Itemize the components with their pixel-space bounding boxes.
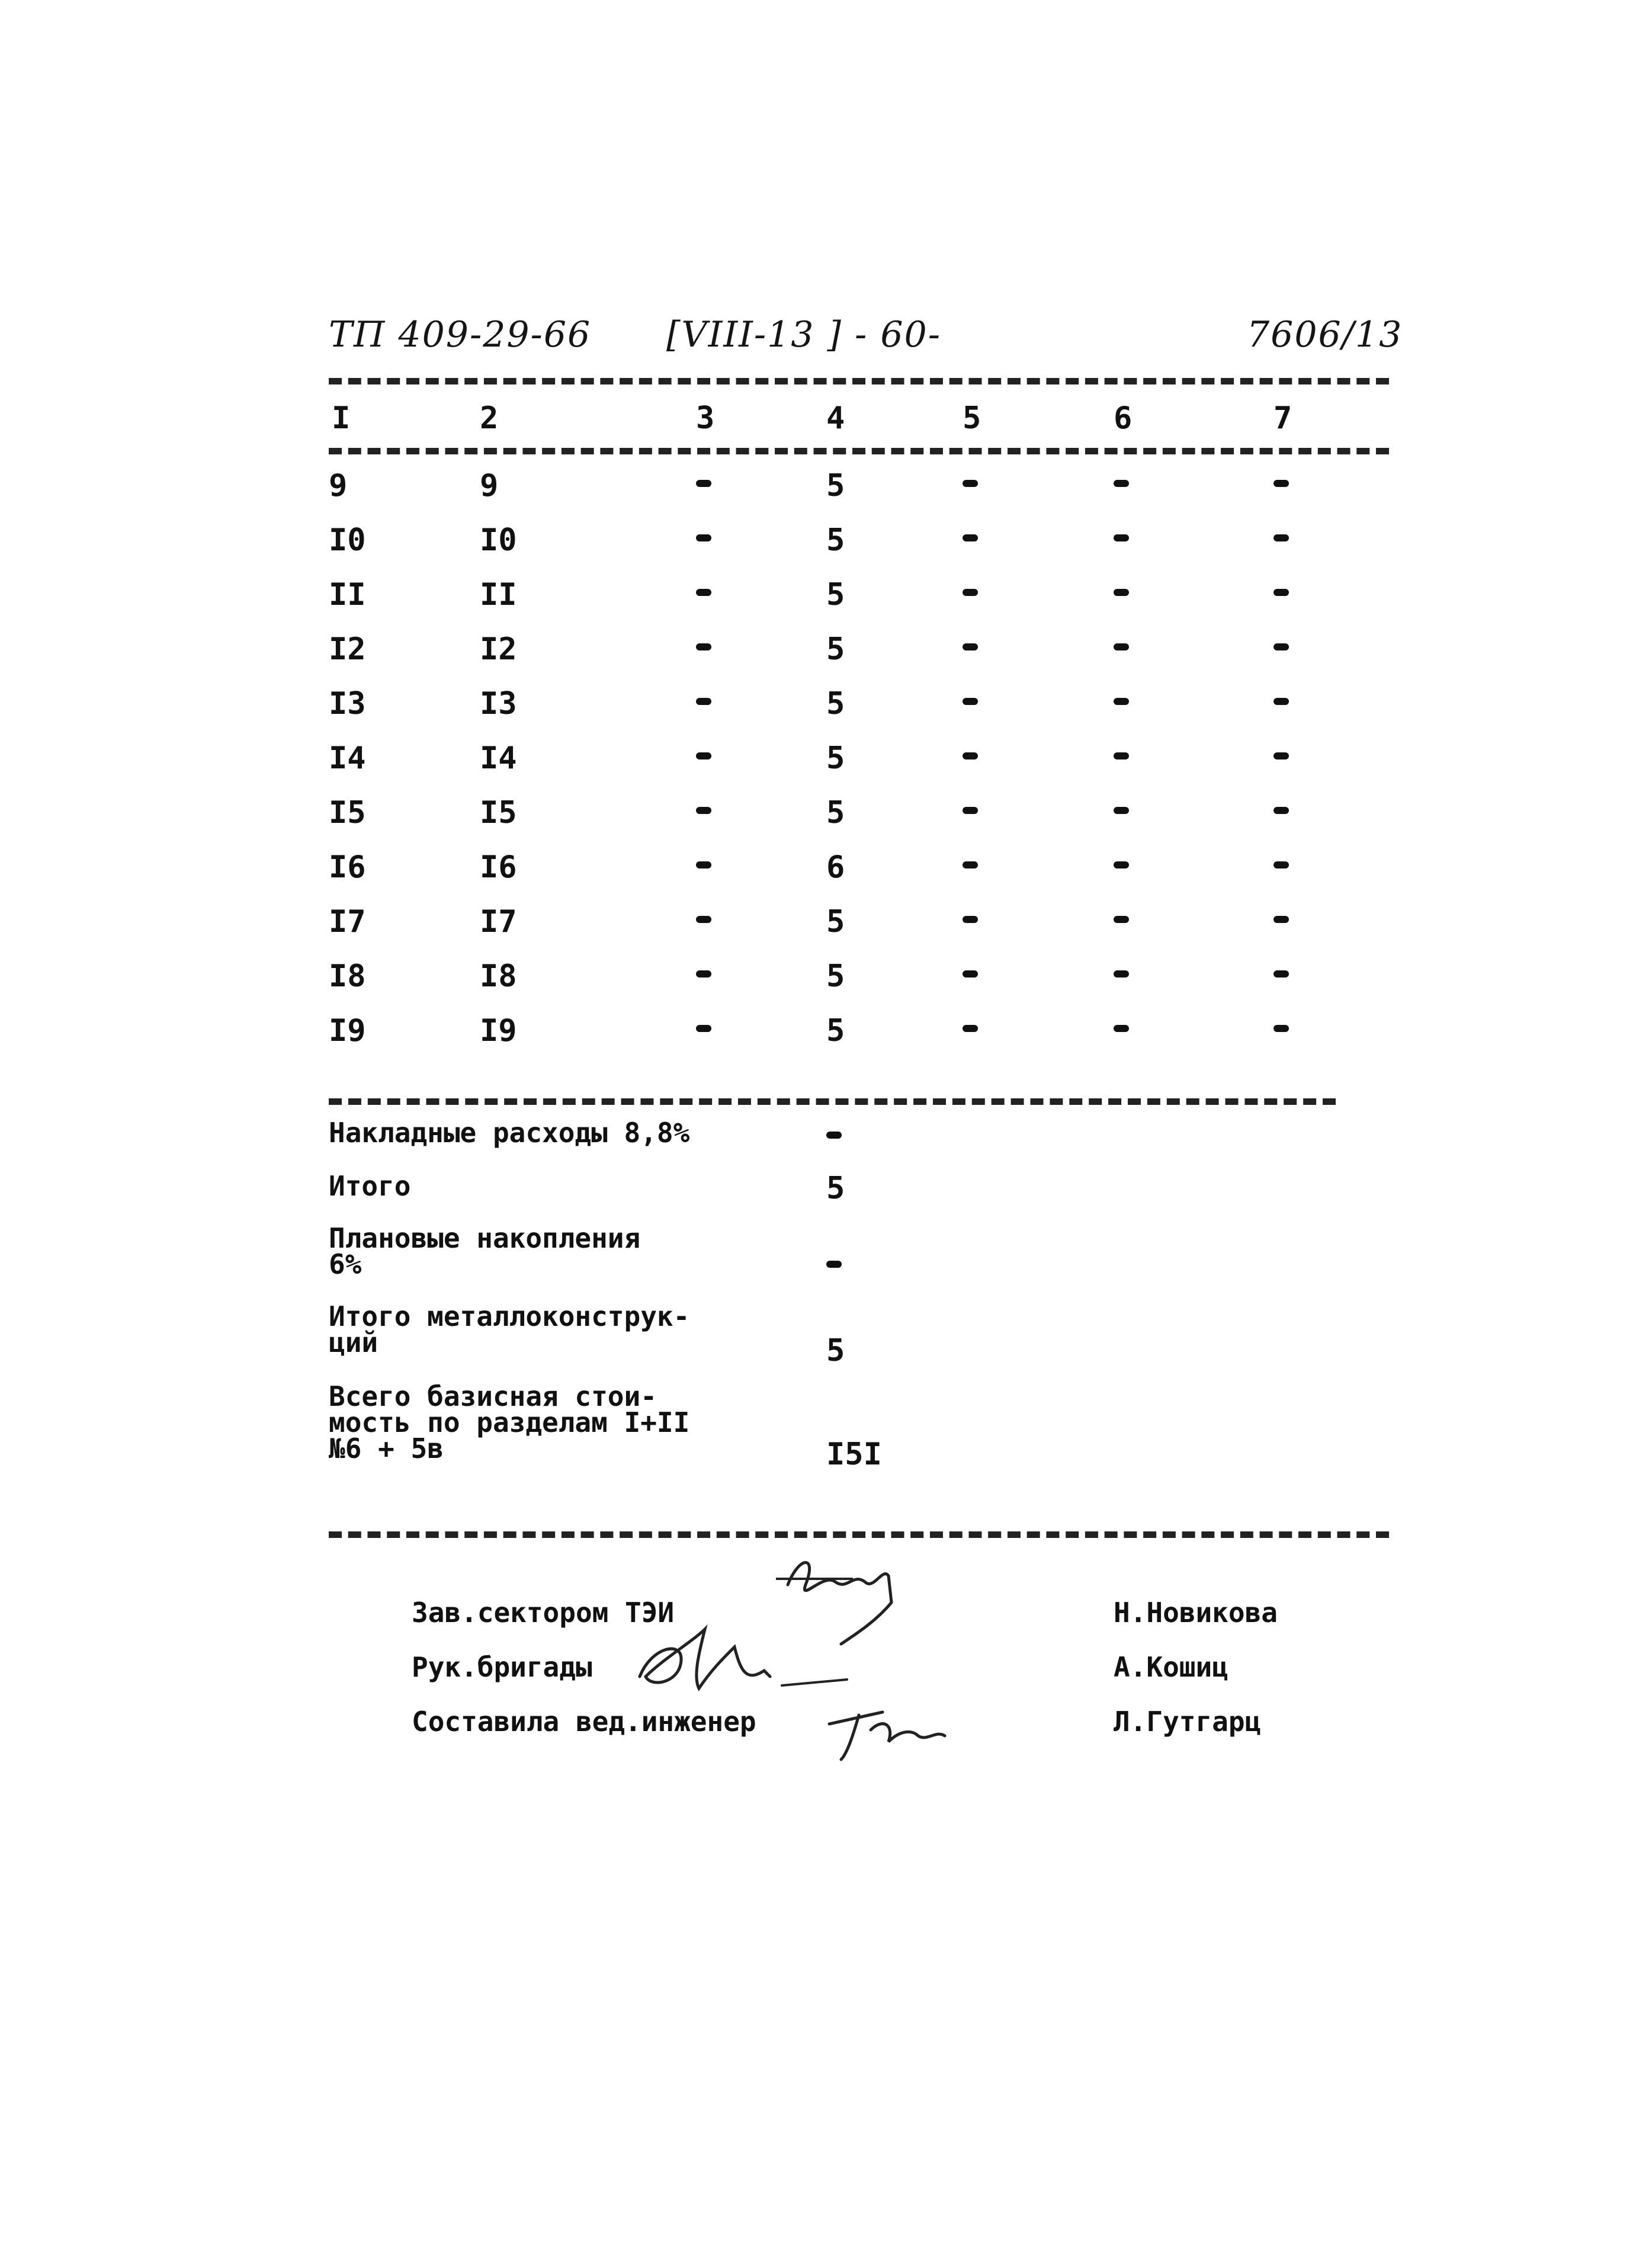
table-row bbox=[0, 904, 1652, 959]
empty-dash bbox=[1274, 480, 1289, 487]
empty-dash bbox=[1114, 643, 1129, 650]
overhead-label: Накладные расходы 8,8% bbox=[329, 1117, 690, 1149]
empty-dash bbox=[696, 643, 711, 650]
empty-dash bbox=[696, 589, 711, 596]
empty-dash bbox=[1274, 643, 1289, 650]
empty-dash bbox=[963, 534, 978, 541]
empty-dash bbox=[963, 807, 978, 814]
row-number: I5 bbox=[329, 795, 366, 831]
subtotal-label: Итого bbox=[329, 1170, 411, 1202]
empty-dash bbox=[1274, 1025, 1289, 1032]
column-header-7: 7 bbox=[1274, 400, 1292, 436]
row-number: I6 bbox=[329, 850, 366, 885]
empty-dash bbox=[1274, 970, 1289, 978]
column-header-1: I bbox=[332, 400, 351, 436]
cost-value: 5 bbox=[826, 686, 845, 722]
empty-dash bbox=[963, 916, 978, 923]
empty-dash bbox=[1274, 861, 1289, 868]
table-row bbox=[0, 577, 1652, 632]
row-number: I3 bbox=[329, 686, 366, 722]
signatory-name-2: А.Кошиц bbox=[1114, 1651, 1228, 1683]
empty-dash bbox=[696, 807, 711, 814]
cost-value: 5 bbox=[826, 1013, 845, 1049]
empty-dash bbox=[1114, 480, 1129, 487]
empty-dash bbox=[963, 698, 978, 705]
empty-dash bbox=[1114, 534, 1129, 541]
empty-dash bbox=[963, 589, 978, 596]
empty-dash bbox=[1274, 752, 1289, 759]
column-header-2: 2 bbox=[480, 400, 499, 436]
signatory-role-3: Составила вед.инженер bbox=[412, 1706, 756, 1738]
table-row bbox=[0, 632, 1652, 686]
cost-value: 6 bbox=[826, 850, 845, 885]
table-row bbox=[0, 468, 1652, 523]
bottom-divider bbox=[329, 1531, 1389, 1538]
sheet-number: 7606/13 bbox=[1247, 314, 1403, 355]
empty-dash bbox=[1114, 1025, 1129, 1032]
empty-dash bbox=[963, 861, 978, 868]
empty-dash bbox=[1274, 916, 1289, 923]
item-number: I6 bbox=[480, 850, 517, 885]
empty-dash bbox=[963, 1025, 978, 1032]
total-base-cost-value: I5I bbox=[826, 1437, 882, 1472]
header-divider bbox=[329, 448, 1389, 454]
item-number: I9 bbox=[480, 1013, 517, 1049]
table-row bbox=[0, 850, 1652, 904]
column-header-3: 3 bbox=[696, 400, 715, 436]
empty-dash bbox=[696, 698, 711, 705]
column-header-5: 5 bbox=[963, 400, 981, 436]
metal-structures-value: 5 bbox=[826, 1333, 845, 1369]
summary-divider bbox=[329, 1098, 1336, 1105]
row-number: I9 bbox=[329, 1013, 366, 1049]
empty-dash bbox=[1274, 534, 1289, 541]
empty-dash bbox=[1114, 861, 1129, 868]
empty-dash bbox=[1274, 698, 1289, 705]
row-number: I8 bbox=[329, 959, 366, 994]
item-number: I5 bbox=[480, 795, 517, 831]
row-number: I4 bbox=[329, 741, 366, 776]
top-divider bbox=[329, 378, 1389, 384]
signatory-role-1: Зав.сектором ТЭИ bbox=[412, 1597, 675, 1629]
empty-dash bbox=[1274, 589, 1289, 596]
planned-savings-label: Плановые накопления 6% bbox=[329, 1222, 641, 1280]
empty-dash bbox=[1114, 807, 1129, 814]
item-number: I4 bbox=[480, 741, 517, 776]
table-row bbox=[0, 1013, 1652, 1068]
item-number: 9 bbox=[480, 468, 499, 504]
metal-structures-label: Итого металлоконструк- ций bbox=[329, 1300, 690, 1358]
total-base-cost-label: Всего базисная стои- мость по разделам I+II №6 + 5в bbox=[329, 1380, 690, 1464]
subtotal-value: 5 bbox=[826, 1171, 845, 1206]
empty-dash bbox=[696, 916, 711, 923]
empty-dash bbox=[1274, 807, 1289, 814]
cost-value: 5 bbox=[826, 523, 845, 558]
item-number: I2 bbox=[480, 632, 517, 667]
overhead-value bbox=[826, 1132, 842, 1139]
row-number: I7 bbox=[329, 904, 366, 940]
signatory-name-3: Л.Гутгарц bbox=[1114, 1706, 1262, 1738]
empty-dash bbox=[1114, 970, 1129, 978]
empty-dash bbox=[1114, 698, 1129, 705]
column-header-4: 4 bbox=[826, 400, 845, 436]
cost-value: 5 bbox=[826, 577, 845, 613]
cost-value: 5 bbox=[826, 741, 845, 776]
empty-dash bbox=[1114, 916, 1129, 923]
empty-dash bbox=[696, 1025, 711, 1032]
row-number: I0 bbox=[329, 523, 366, 558]
empty-dash bbox=[1114, 752, 1129, 759]
cost-value: 5 bbox=[826, 959, 845, 994]
empty-dash bbox=[963, 643, 978, 650]
empty-dash bbox=[963, 752, 978, 759]
planned-savings-value bbox=[826, 1261, 842, 1268]
signature-2-icon bbox=[628, 1623, 853, 1706]
cost-value: 5 bbox=[826, 795, 845, 831]
cost-value: 5 bbox=[826, 904, 845, 940]
item-number: I7 bbox=[480, 904, 517, 940]
empty-dash bbox=[696, 970, 711, 978]
table-row bbox=[0, 959, 1652, 1013]
empty-dash bbox=[696, 861, 711, 868]
row-number: II bbox=[329, 577, 366, 613]
empty-dash bbox=[963, 970, 978, 978]
table-row bbox=[0, 795, 1652, 850]
empty-dash bbox=[963, 480, 978, 487]
document-code: ТП 409-29-66 bbox=[329, 314, 592, 355]
signature-3-icon bbox=[817, 1694, 960, 1765]
cost-value: 5 bbox=[826, 632, 845, 667]
table-row bbox=[0, 523, 1652, 577]
cost-value: 5 bbox=[826, 468, 845, 504]
empty-dash bbox=[1114, 589, 1129, 596]
row-number: I2 bbox=[329, 632, 366, 667]
signatory-name-1: Н.Новикова bbox=[1114, 1597, 1278, 1629]
item-number: II bbox=[480, 577, 517, 613]
empty-dash bbox=[696, 534, 711, 541]
empty-dash bbox=[696, 752, 711, 759]
row-number: 9 bbox=[329, 468, 348, 504]
section-reference: [VIII-13 ] - 60- bbox=[666, 314, 941, 355]
item-number: I3 bbox=[480, 686, 517, 722]
table-row bbox=[0, 741, 1652, 795]
signatory-role-2: Рук.бригады bbox=[412, 1651, 592, 1683]
item-number: I8 bbox=[480, 959, 517, 994]
item-number: I0 bbox=[480, 523, 517, 558]
column-header-6: 6 bbox=[1114, 400, 1133, 436]
table-row bbox=[0, 686, 1652, 741]
empty-dash bbox=[696, 480, 711, 487]
